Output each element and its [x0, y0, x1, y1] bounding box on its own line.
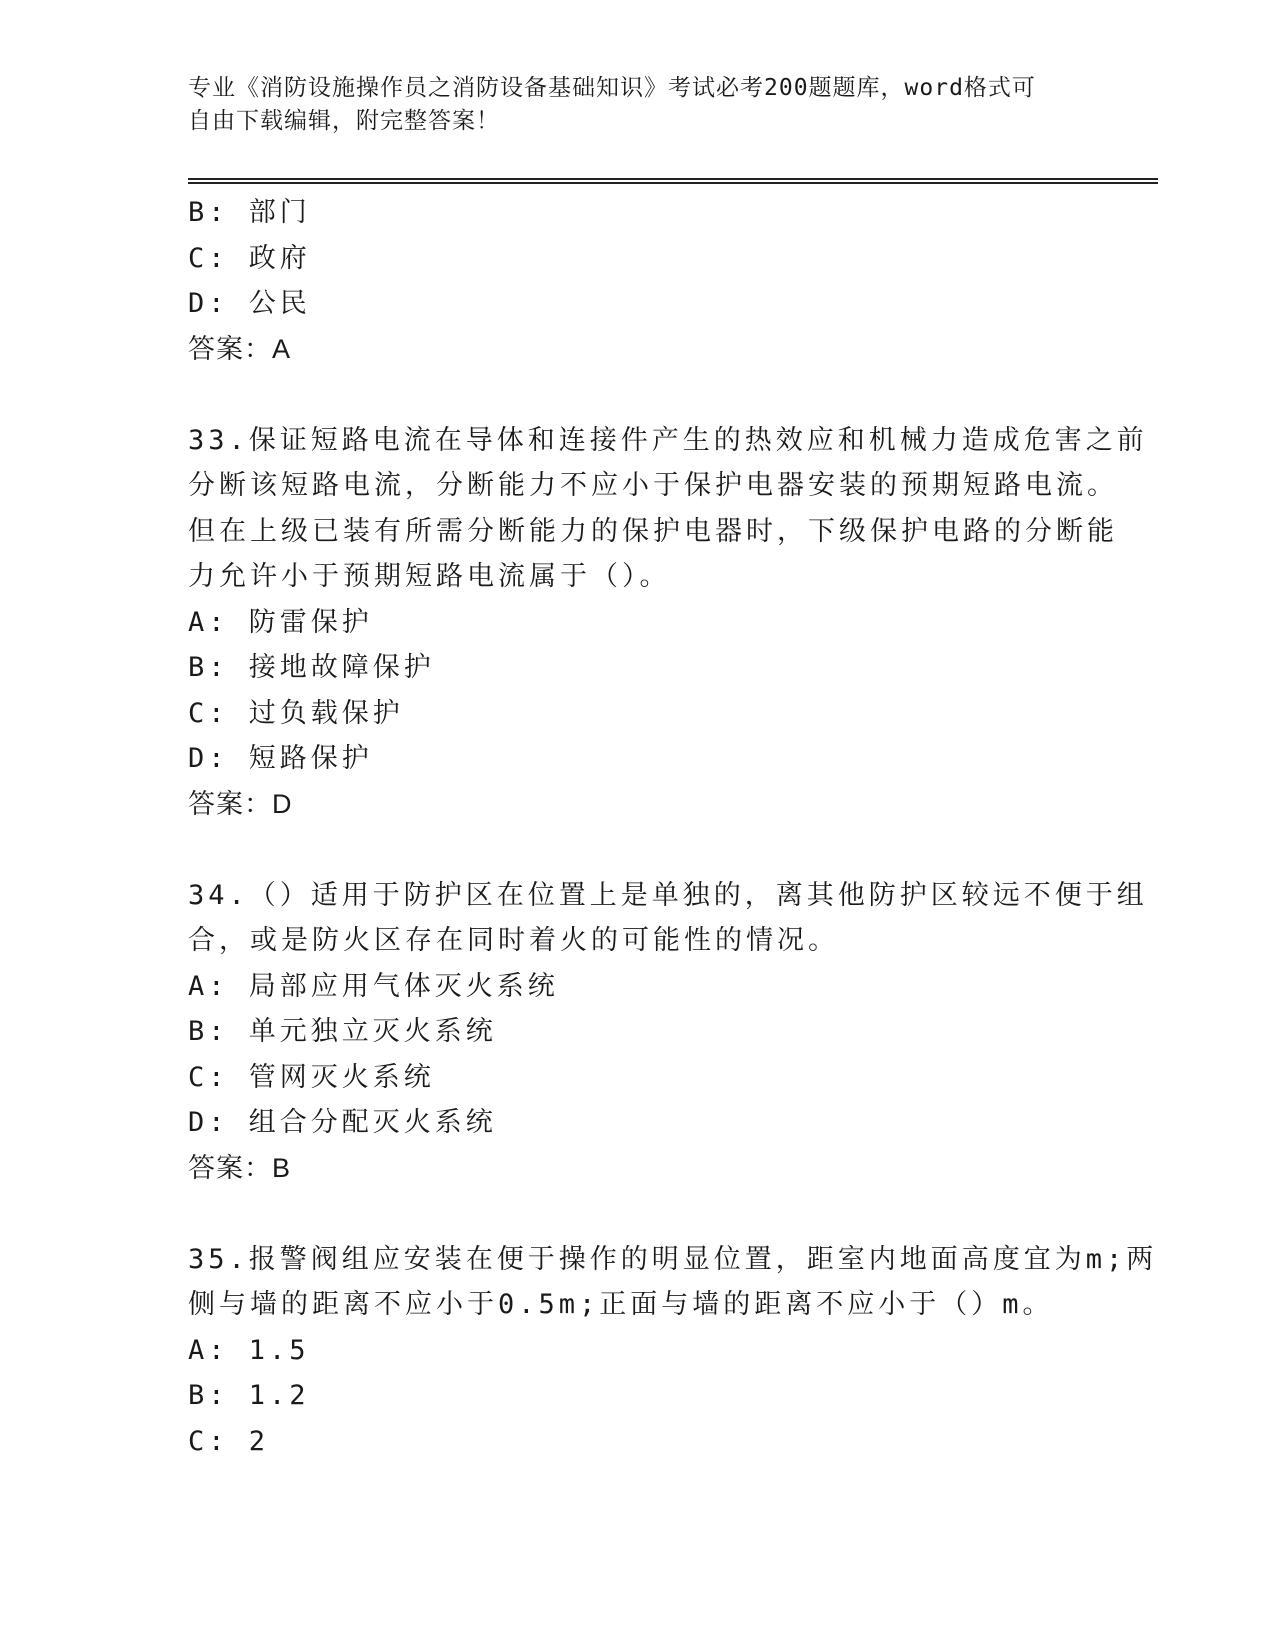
- question-text-line: 34.（）适用于防护区在位置上是单独的，离其他防护区较远不便于组: [188, 879, 1148, 911]
- header-divider: [188, 178, 1158, 184]
- document-header: [188, 72, 1088, 138]
- option-c: C: 过负载保护: [188, 697, 404, 729]
- option-a: A: 防雷保护: [188, 606, 373, 638]
- question-32-tail: [188, 190, 1088, 372]
- option-a: A: 1.5: [188, 1334, 310, 1366]
- option-c: C: 管网灭火系统: [188, 1061, 435, 1093]
- question-34: [188, 873, 1148, 1192]
- option-b: B: 1.2: [188, 1380, 310, 1411]
- header-line-2: 自由下载编辑，附完整答案！: [188, 108, 500, 134]
- question-text-line: 力允许小于预期短路电流属于（）。: [188, 561, 671, 592]
- spacer: [188, 827, 1088, 873]
- option-b: B: 部门: [188, 197, 311, 228]
- header-line-1: 专业《消防设施操作员之消防设备基础知识》考试必考200题题库，word格式可: [188, 75, 1036, 101]
- question-33: [188, 418, 1148, 828]
- question-list: [188, 190, 1158, 1464]
- question-text-line: 但在上级已装有所需分断能力的保护电器时，下级保护电路的分断能: [188, 515, 1118, 547]
- option-d: D: 公民: [188, 288, 311, 319]
- question-text-line: 分断该短路电流，分断能力不应小于保护电器安装的预期短路电流。: [188, 470, 1118, 501]
- option-d: D: 组合分配灭火系统: [188, 1107, 497, 1138]
- spacer: [188, 372, 1088, 418]
- answer-label: 答案：B: [188, 1152, 292, 1183]
- option-b: B: 接地故障保护: [188, 652, 435, 683]
- question-text-line: 35.报警阀组应安装在便于操作的明显位置，距室内地面高度宜为m;两: [188, 1243, 1158, 1275]
- question-text-line: 侧与墙的距离不应小于0.5m;正面与墙的距离不应小于（）m。: [188, 1289, 1054, 1320]
- spacer: [188, 1191, 1088, 1237]
- option-b: B: 单元独立灭火系统: [188, 1016, 497, 1047]
- option-c: C: 2: [188, 1425, 270, 1457]
- option-c: C: 政府: [188, 242, 311, 274]
- option-a: A: 局部应用气体灭火系统: [188, 970, 559, 1002]
- option-d: D: 短路保护: [188, 743, 373, 774]
- question-35: [188, 1237, 1158, 1465]
- question-text-line: 合，或是防火区存在同时着火的可能性的情况。: [188, 925, 839, 956]
- answer-label: 答案：A: [188, 333, 292, 364]
- answer-label: 答案：D: [188, 788, 293, 819]
- question-text-line: 33.保证短路电流在导体和连接件产生的热效应和机械力造成危害之前: [188, 424, 1148, 456]
